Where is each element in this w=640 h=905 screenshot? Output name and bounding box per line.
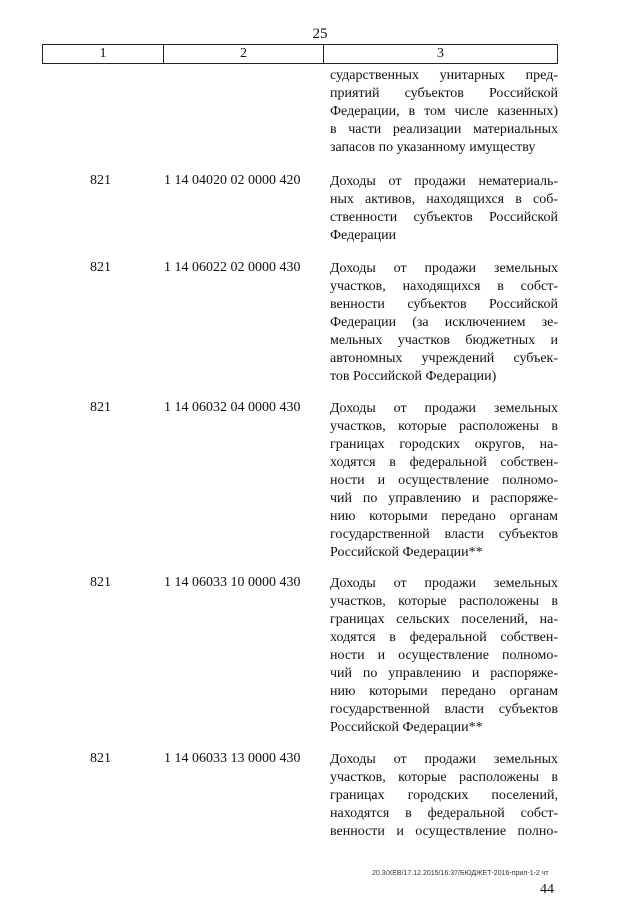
income-description: Доходы от продажи земельных участков, которые расположены в границах городских округов, на- ходятся в федеральной собствен- ности и осуществление полномо- чий по управлению и распоряже- нию которыми передано органам государственной власти субъектов Российской Федерации**	[330, 401, 558, 560]
admin-code: 821	[90, 575, 111, 590]
budget-code: 1 14 04020 02 0000 420	[164, 173, 301, 188]
document-reference: 20.3/ХЕВ/17.12.2015/16:37/БЮДЖЕТ-2016-прил-1-2 чт	[372, 870, 549, 877]
budget-code: 1 14 06032 04 0000 430	[164, 400, 301, 415]
budget-code: 1 14 06033 13 0000 430	[164, 751, 301, 766]
admin-code: 821	[90, 751, 111, 766]
admin-code: 821	[90, 400, 111, 415]
budget-code: 1 14 06022 02 0000 430	[164, 260, 301, 275]
income-description: Доходы от продажи земельных участков, находящихся в собст- венности субъектов Российской Федерации (за исключением зе- мельных участков бюджетных и автономных учреждений субъек- тов Российской Федерации)	[330, 261, 558, 384]
column-header-1: 1	[43, 45, 164, 63]
sheet-number: 44	[540, 882, 554, 897]
income-description: Доходы от продажи земельных участков, которые расположены в границах сельских поселений, на- ходятся в федеральной собствен- ности и осуществление полномо- чий по управлению и распоряже- нию которыми передано органам государственной власти субъектов Российской Федерации**	[330, 576, 558, 735]
column-header-row	[42, 44, 558, 64]
income-description: Доходы от продажи нематериаль- ных активов, находящихся в соб- ственности субъектов Российской Федерации	[330, 174, 558, 243]
column-header-2: 2	[164, 45, 324, 63]
page-number: 25	[312, 26, 328, 42]
admin-code: 821	[90, 260, 111, 275]
income-description: Доходы от продажи земельных участков, которые расположены в границах городских поселений, находятся в федеральной собст- венности и осуществление полно-	[330, 752, 558, 839]
column-header-3: 3	[437, 46, 444, 61]
budget-code: 1 14 06033 10 0000 430	[164, 575, 301, 590]
continued-description: сударственных унитарных пред- приятий субъектов Российской Федерации, в том числе казенных) в части реализации материальных запасов по указанному имуществу	[330, 68, 558, 155]
admin-code: 821	[90, 173, 111, 188]
